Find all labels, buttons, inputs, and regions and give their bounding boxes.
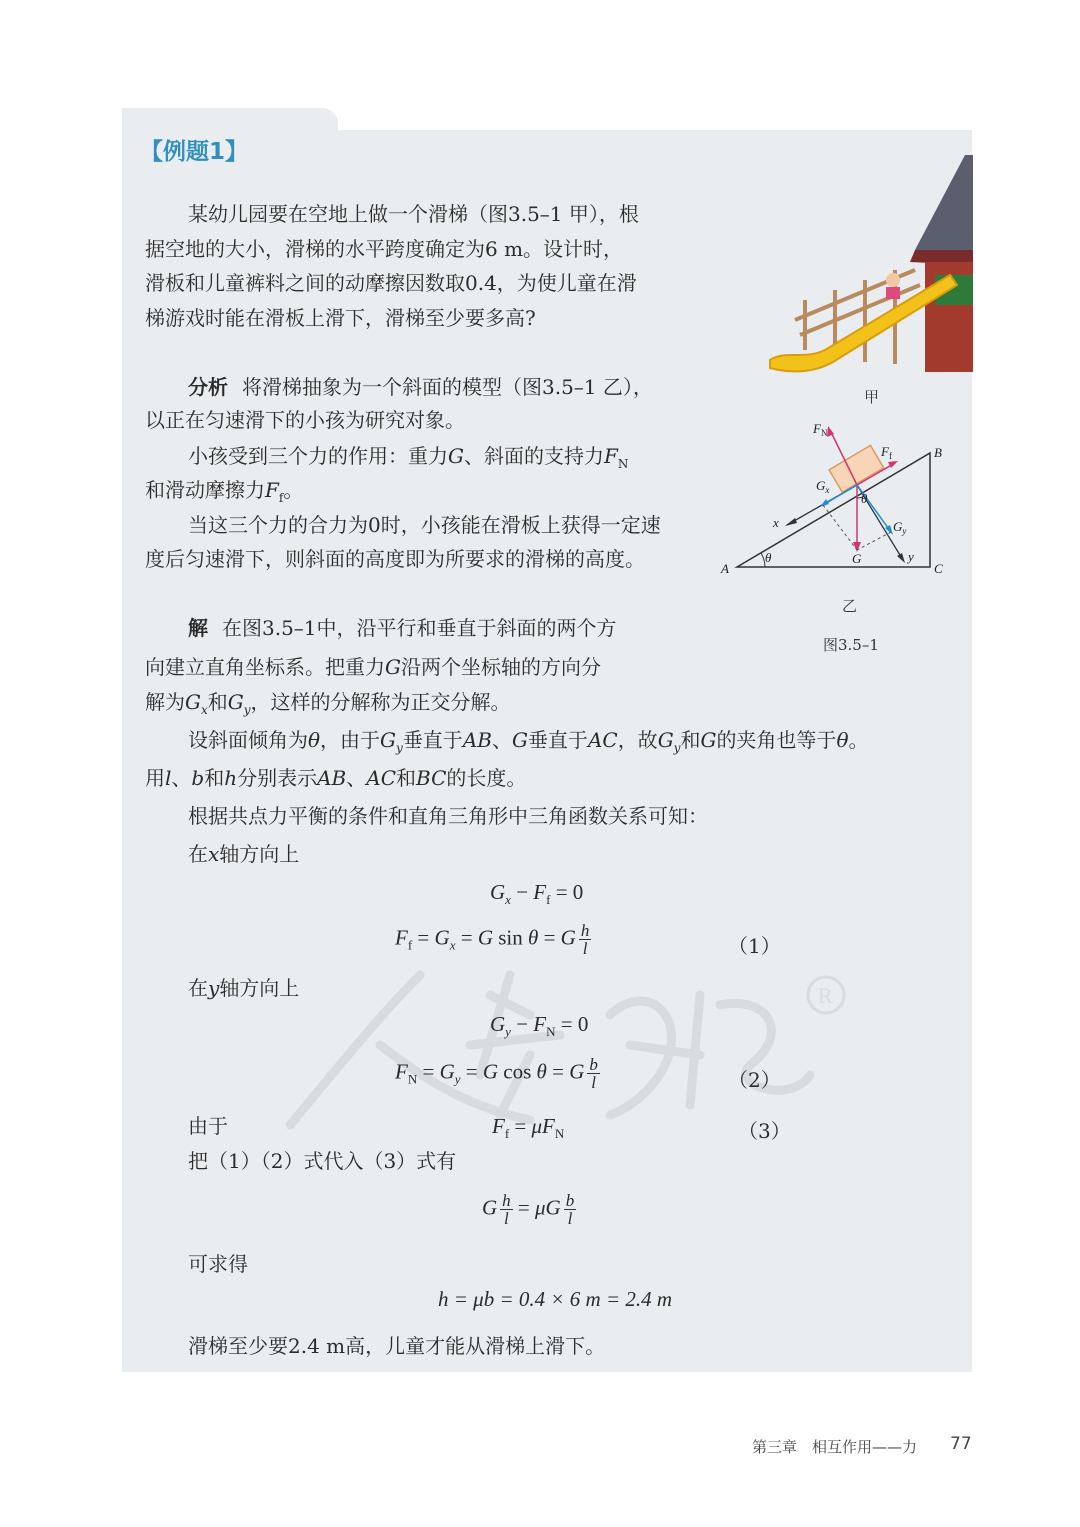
solution-line-9: 由于 [188, 1114, 228, 1138]
equation-1-label: （1） [728, 934, 781, 958]
equation-3-label: （3） [738, 1119, 791, 1143]
equation-2: $F_N = G_y = G$ cos θ = G $\frac{b}{l}$ [395, 1055, 598, 1092]
solution-line-4: 设斜面倾角为θ，由于$G_y$垂直于AB、G垂直于AC，故$G_y$和G的夹角也等于θ。 [188, 728, 869, 755]
svg-text:Ff: $F_f$ [881, 444, 892, 461]
analysis-line-4: 和滑动摩擦力$F_f$。 [145, 478, 304, 505]
equation-gx: $G_x - F_f = 0$ [490, 880, 584, 908]
solution-line-3: 解为$G_x$和$G_y$，这样的分解称为正交分解。 [145, 690, 511, 717]
publisher-watermark [230, 955, 870, 1135]
equation-gy: $G_y - F_N = 0$ [490, 1012, 589, 1040]
analysis-line-6: 度后匀速滑下，则斜面的高度即为所要求的滑梯的高度。 [145, 547, 645, 571]
solution-line-1: 解 在图3.5–1中，沿平行和垂直于斜面的两个方 [188, 616, 617, 640]
svg-text:θ: θ [765, 550, 772, 565]
page-number: 77 [950, 1434, 972, 1454]
svg-text:x: x [773, 515, 779, 530]
svg-text:G: G [852, 551, 862, 566]
equation-2-label: （2） [728, 1068, 781, 1092]
example-heading: 【例题1】 [140, 139, 249, 165]
incline-force-diagram [715, 410, 955, 585]
figure-label-yi: 乙 [842, 597, 858, 615]
problem-line-2: 据空地的大小，滑梯的水平跨度确定为6 m。设计时， [145, 237, 624, 261]
svg-text:FN: $F_N$ [813, 421, 828, 438]
svg-text:A: A [721, 561, 729, 576]
solution-line-2: 向建立直角坐标系。把重力G沿两个坐标轴的方向分 [145, 655, 601, 679]
analysis-line-1: 分析 将滑梯抽象为一个斜面的模型（图3.5–1 乙）， [188, 375, 653, 399]
problem-line-3: 滑板和儿童裤料之间的动摩擦因数取0.4，为使儿童在滑 [145, 271, 637, 295]
solution-line-7: 在x轴方向上 [188, 842, 300, 866]
analysis-line-2: 以正在匀速滑下的小孩为研究对象。 [145, 408, 465, 432]
equation-1: $F_f = G_x = G$ sin θ = G $\frac{h}{l}$ [395, 921, 590, 958]
figure-caption: 图3.5–1 [823, 636, 879, 654]
solution-line-8: 在y轴方向上 [188, 976, 300, 1000]
svg-text:Gy: $G_y$ [893, 519, 907, 536]
heading-tab [122, 108, 338, 132]
solution-label: 解 [188, 616, 208, 640]
solution-line-10: 把（1）（2）式代入（3）式有 [188, 1149, 457, 1173]
footer-chapter: 第三章 相互作用——力 [752, 1438, 918, 1456]
figure-label-jia: 甲 [864, 388, 880, 406]
svg-text:C: C [934, 561, 943, 576]
svg-text:R: R [818, 983, 833, 1008]
problem-line-4: 梯游戏时能在滑板上滑下，滑梯至少要多高? [145, 306, 536, 330]
analysis-label: 分析 [188, 375, 228, 399]
svg-text:Gx: $G_x$ [816, 478, 830, 495]
analysis-line-3: 小孩受到三个力的作用：重力G、斜面的支持力$F_N$ [188, 444, 629, 471]
solution-line-12: 滑梯至少要2.4 m高，儿童才能从滑梯上滑下。 [188, 1334, 606, 1358]
equation-result: h = μb = 0.4 × 6 m = 2.4 m [438, 1287, 673, 1311]
solution-line-5: 用l、b和h分别表示AB、AC和BC的长度。 [145, 766, 527, 790]
equation-3: $F_f = \mu F_N$ [492, 1114, 565, 1142]
equation-substituted: G $\frac{h}{l}$ = μG $\frac{b}{l}$ [482, 1191, 575, 1228]
svg-text:θ: θ [861, 491, 868, 506]
slide-illustration [765, 150, 973, 380]
svg-text:y: y [908, 549, 914, 564]
solution-line-6: 根据共点力平衡的条件和直角三角形中三角函数关系可知： [188, 804, 708, 828]
solution-line-11: 可求得 [188, 1252, 248, 1276]
analysis-line-5: 当这三个力的合力为0时，小孩能在滑板上获得一定速 [188, 513, 661, 537]
svg-text:B: B [934, 445, 942, 460]
problem-line-1: 某幼儿园要在空地上做一个滑梯（图3.5–1 甲），根 [188, 202, 639, 226]
